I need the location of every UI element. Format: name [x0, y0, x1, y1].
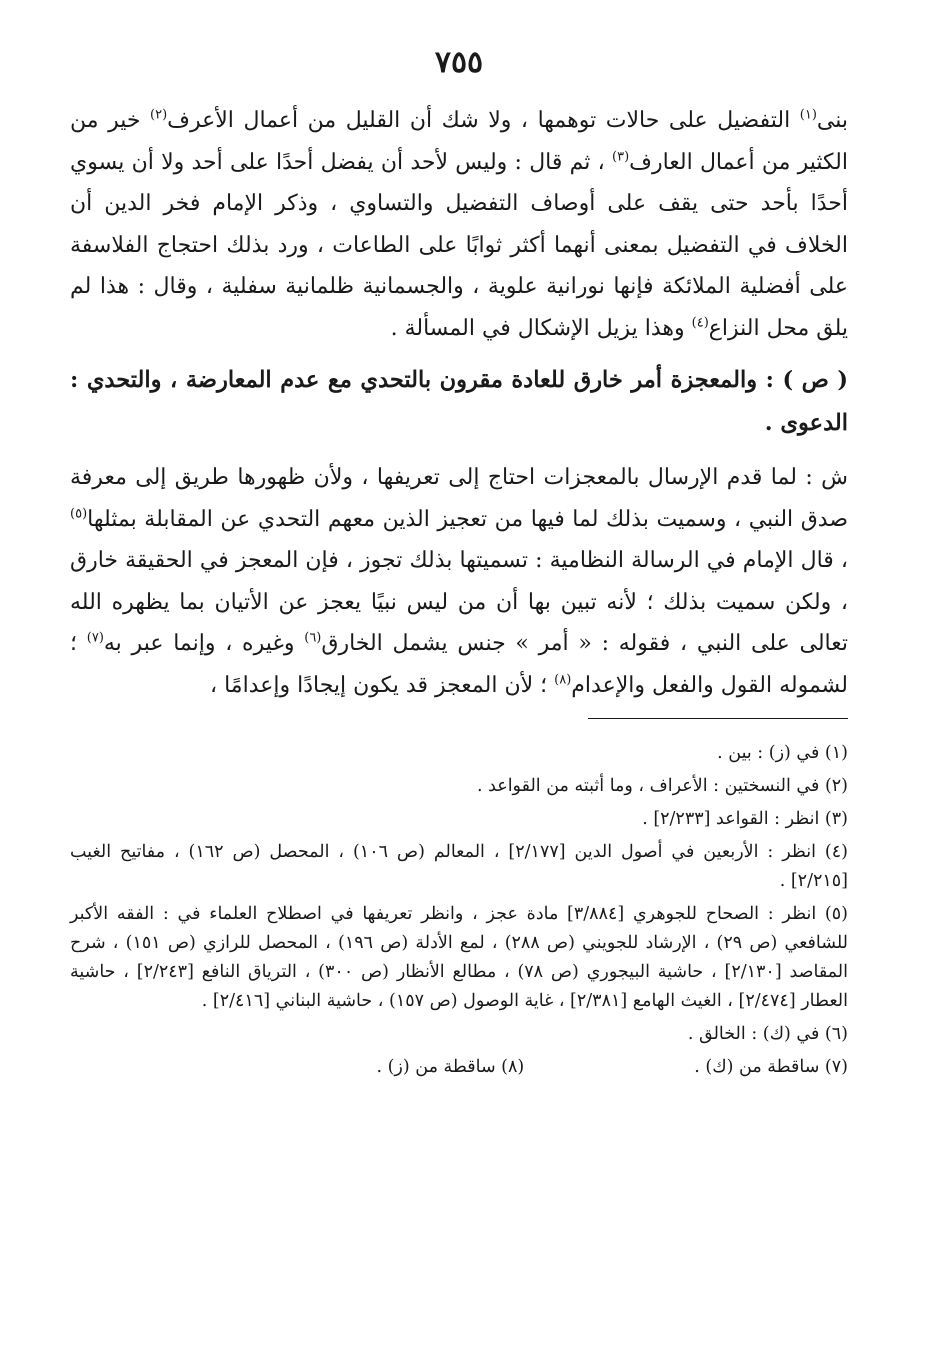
- text-run: وهذا يزيل الإشكال في المسألة .: [390, 315, 692, 341]
- footnote-8: (٨) ساقطة من (ز) .: [376, 1057, 525, 1077]
- text-run: ، ثم قال : وليس لأحد أن يفضل أحدًا على أحد ولا أن يسوي أحدًا بأحد حتى يقف على أوصاف التفضيل والتساوي ، وذكر الإمام فخر الدين أن الخلاف في التفضيل بمعنى أنهما أكثر ثوابًا على الطاعات ، ورد بذلك احتجاج الفلاسفة على أفضلية الملائكة فإنها نورانية علوية ، والجسمانية ظلمانية سفلية ، وقال : هذا لم يلق محل النزاع: [70, 149, 848, 341]
- footnote-pair: [70, 1053, 848, 1082]
- footnote-2: (٢) في النسختين : الأعراف ، وما أثبته من القواعد .: [476, 776, 848, 796]
- footnote-ref-7: (٧): [86, 630, 104, 646]
- text-run: ؛ لشموله القول والفعل والإعدام: [70, 631, 848, 698]
- text-run: ، قال الإمام في الرسالة النظامية : تسميتها بذلك تجوز ، فإن المعجز في الحقيقة خارق ، ولكن سميت بذلك ؛ لأنه تبين بها أن من ليس نبيًا يعجز عن الأتيان بما يظهره الله تعالى على النبي ، فقوله : « أمر » جنس يشمل الخارق: [70, 548, 848, 656]
- matn-paragraph: ( ص ) : والمعجزة أمر خارق للعادة مقرون بالتحدي مع عدم المعارضة ، والتحدي : الدعوى .: [70, 367, 848, 436]
- text-run: ش : لما قدم الإرسال بالمعجزات احتاج إلى تعريفها ، ولأن ظهورها طريق إلى معرفة صدق النبي ، وسميت بذلك لما فيها من تعجيز الذين معهم التحدي عن المقابلة بمثلها: [70, 465, 848, 532]
- footnote-7: (٧) ساقطة من (ك) .: [694, 1057, 848, 1077]
- footnote-5: (٥) انظر : الصحاح للجوهري [٣/٨٨٤] مادة عجز ، وانظر تعريفها في اصطلاح العلماء في : الفقه الأكبر للشافعي (ص ٢٩) ، الإرشاد للجويني (ص ٢٨٨) ، لمع الأدلة (ص ١٩٦) ، المحصل للرازي (ص ١٥١) ، شرح المقاصد [٢/١٣٠] ، حاشية البيجوري (ص ٧٨) ، مطالع الأنظار (ص ٣٠٠) ، الترياق النافع [٢/٢٤٣] ، حاشية العطار [٢/٤٧٤] ، الغيث الهامع [٢/٣٨١] ، غاية الوصول (ص ١٥٧) ، حاشية البناني [٢/٤١٦] .: [70, 904, 848, 1011]
- footnote-ref-3: (٣): [612, 149, 630, 165]
- text-run: وغيره ، وإنما عبر به: [103, 631, 305, 656]
- footnote-divider: [588, 718, 848, 719]
- footnote-3: (٣) انظر : القواعد [٢/٢٣٣] .: [642, 809, 848, 829]
- footnote-row: [70, 1053, 848, 1082]
- footnote-ref-8: (٨): [554, 672, 572, 688]
- footnote-ref-6: (٦): [304, 630, 322, 646]
- page-number: ٧٥٥: [434, 45, 484, 80]
- footnote-ref-4: (٤): [691, 315, 709, 331]
- footnote-ref-1: (١): [799, 107, 817, 123]
- paragraph-1: [70, 100, 848, 349]
- text-run: التفضيل على حالات توهمها ، ولا شك أن القليل من أعمال الأعرف: [167, 108, 800, 133]
- text-run: بنى: [816, 108, 848, 133]
- text-run: ؛ لأن المعجز قد يكون إيجادًا وإعدامًا ،: [209, 672, 555, 698]
- footnote-1: (١) في (ز) : بين .: [717, 743, 848, 763]
- text-run: خير من الكثير من أعمال العارف: [70, 108, 848, 175]
- paragraph-3: [70, 457, 848, 706]
- footnote-4: (٤) انظر : الأربعين في أصول الدين [٢/١٧٧] ، المعالم (ص ١٠٦) ، المحصل (ص ١٦٢) ، مفاتيح الغيب [٢/٢١٥] .: [70, 842, 848, 891]
- footnote-ref-2: (٢): [150, 107, 168, 123]
- footnote-6: (٦) في (ك) : الخالق .: [687, 1024, 848, 1044]
- document-page: [70, 40, 848, 1330]
- footnote-ref-5: (٥): [70, 506, 88, 522]
- footnotes-list: [70, 739, 848, 1082]
